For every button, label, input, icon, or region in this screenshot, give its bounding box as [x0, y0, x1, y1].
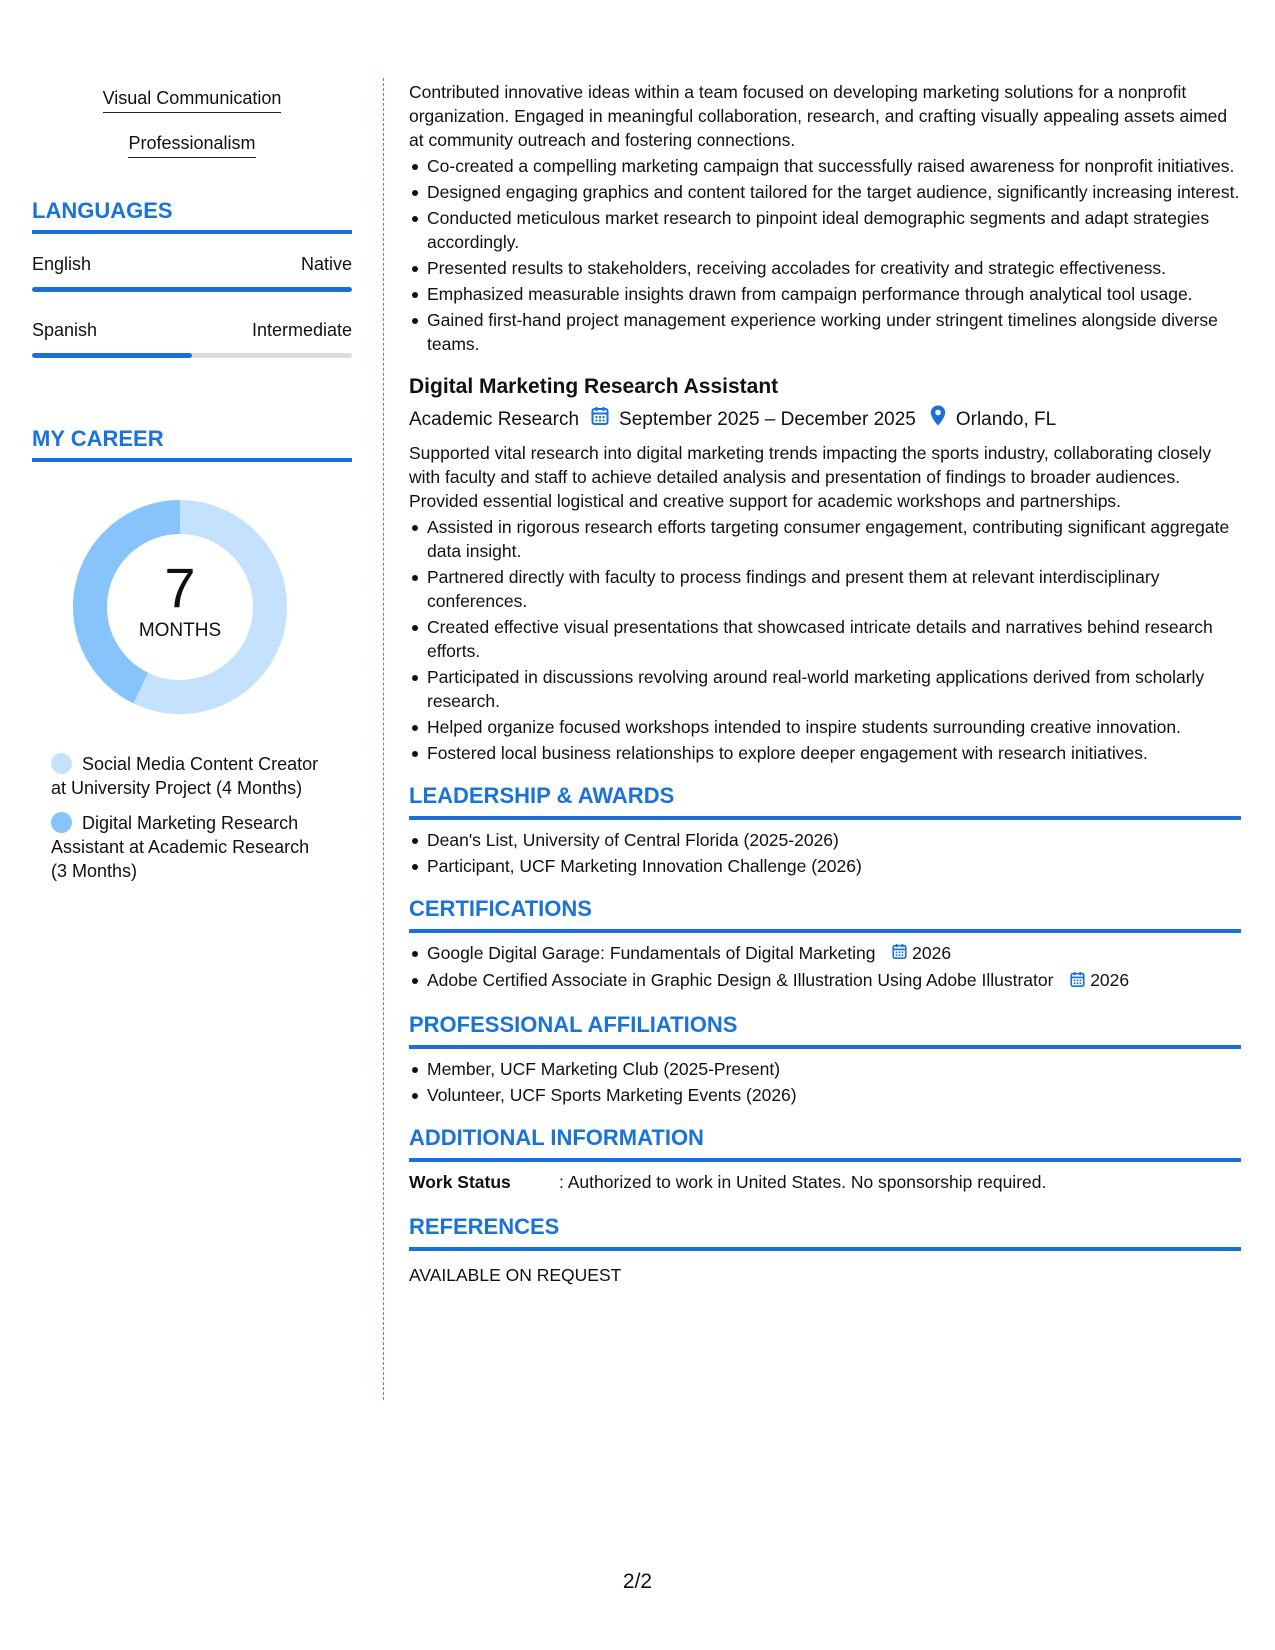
certifications-list	[409, 941, 1241, 994]
legend-dot-icon	[51, 812, 72, 833]
skill-label: Visual Communication	[103, 88, 282, 113]
legend-dot-icon	[51, 753, 72, 774]
calendar-icon	[1070, 970, 1085, 994]
language-bar-fill	[32, 287, 352, 292]
list-item: Gained first-hand project management experience working under stringent timelines alongside diverse teams.	[427, 308, 1241, 356]
career-legend-label: Digital Marketing Research Assistant at Academic Research (3 Months)	[51, 813, 310, 881]
list-item: Designed engaging graphics and content tailored for the target audience, significantly increasing interest.	[427, 182, 1240, 202]
job-dates: September 2025 – December 2025	[619, 409, 916, 430]
list-item: Participated in discussions revolving around real-world marketing applications derived from scholarly research.	[427, 665, 1241, 713]
language-bar	[32, 287, 352, 292]
list-item: Co-created a compelling marketing campaign that successfully raised awareness for nonprofit initiatives.	[427, 154, 1241, 178]
column-divider	[383, 78, 384, 1400]
skill-label: Professionalism	[128, 133, 255, 158]
list-item: Conducted meticulous market research to pinpoint ideal demographic segments and adapt strategies accordingly.	[427, 206, 1241, 254]
career-total: 7	[164, 556, 196, 619]
job-title: Digital Marketing Research Assistant	[409, 375, 779, 398]
certifications-heading: CERTIFICATIONS	[409, 895, 1241, 933]
language-name: English	[32, 254, 92, 274]
career-legend-label: Social Media Content Creator at University Project (4 Months)	[51, 754, 319, 798]
skill-item	[32, 78, 352, 123]
language-level: Native	[300, 254, 352, 274]
skill-item	[32, 123, 352, 168]
list-item: Member, UCF Marketing Club (2025-Present)	[427, 1057, 1241, 1081]
list-item: Presented results to stakeholders, receiving accolades for creativity and strategic effectiveness.	[427, 256, 1241, 280]
list-item: Emphasized measurable insights drawn from campaign performance through analytical tool usage.	[427, 282, 1241, 306]
references-heading: REFERENCES	[409, 1213, 1241, 1251]
list-item: Helped organize focused workshops intended to inspire students surrounding creative innovation.	[427, 715, 1241, 739]
language-name: Spanish	[32, 320, 98, 340]
cert-year: 2026	[912, 943, 952, 963]
references-text: AVAILABLE ON REQUEST	[409, 1264, 622, 1285]
language-item	[32, 254, 352, 292]
list-item	[427, 941, 1241, 966]
career-heading: MY CAREER	[32, 426, 352, 462]
language-bar-fill	[32, 353, 192, 358]
page-number: 2/2	[622, 1570, 653, 1593]
list-item: Participant, UCF Marketing Innovation Challenge (2026)	[427, 854, 1241, 878]
career-legend-item	[51, 811, 321, 883]
cert-year: 2026	[1090, 970, 1130, 991]
leadership-heading: LEADERSHIP & AWARDS	[409, 782, 1241, 820]
cert-name: Adobe Certified Associate in Graphic Design & Illustration Using Adobe Illustrator	[427, 970, 1054, 991]
info-key: Work Status	[409, 1171, 511, 1192]
right-column	[409, 80, 1241, 1287]
affiliations-heading: PROFESSIONAL AFFILIATIONS	[409, 1011, 1241, 1049]
info-row	[409, 1170, 1241, 1194]
languages-heading: LANGUAGES	[32, 198, 352, 234]
list-item	[427, 968, 1241, 993]
info-value: : Authorized to work in United States. No sponsorship required.	[559, 1171, 1047, 1192]
job-summary: Contributed innovative ideas within a team focused on developing marketing solutions for a nonprofit organization. Engaged in meaningful collaboration, research, and crafting visually appealing assets aimed at community outreach and fostering connections.	[409, 82, 1228, 150]
calendar-icon	[892, 942, 907, 966]
job-meta	[409, 405, 1241, 435]
language-bar	[32, 353, 352, 358]
list-item: Dean's List, University of Central Florida (2025-2026)	[427, 828, 1241, 852]
affiliations-list	[409, 1057, 1241, 1107]
list-item: Volunteer, UCF Sports Marketing Events (2026)	[427, 1083, 1241, 1107]
job-summary: Supported vital research into digital marketing trends impacting the sports industry, collaborating closely with faculty and staff to achieve detailed analysis and presentation of findings to broader audiences. Provided essential logistical and creative support for academic workshops and partnerships.	[409, 443, 1212, 511]
list-item: Created effective visual presentations that showcased intricate details and narratives behind research efforts.	[427, 615, 1241, 663]
career-unit: MONTHS	[138, 620, 222, 641]
career-legend-item	[51, 752, 321, 800]
job-bullets	[409, 515, 1241, 765]
cert-name: Google Digital Garage: Fundamentals of Digital Marketing	[427, 943, 876, 963]
additional-info-heading: ADDITIONAL INFORMATION	[409, 1124, 1241, 1162]
leadership-list	[409, 828, 1241, 878]
list-item: Fostered local business relationships to explore deeper engagement with research initiatives.	[427, 741, 1241, 765]
calendar-icon	[591, 406, 609, 435]
language-level: Intermediate	[251, 320, 352, 340]
list-item: Assisted in rigorous research efforts targeting consumer engagement, contributing significant aggregate data insight.	[427, 515, 1241, 563]
left-column	[32, 78, 352, 883]
job-company: Academic Research	[409, 409, 580, 430]
language-item	[32, 320, 352, 358]
job-bullets	[409, 154, 1241, 356]
list-item: Partnered directly with faculty to process findings and present them at relevant interdisciplinary conferences.	[427, 565, 1241, 613]
location-pin-icon	[930, 405, 946, 435]
job-location: Orlando, FL	[955, 409, 1057, 430]
career-donut	[65, 492, 295, 722]
